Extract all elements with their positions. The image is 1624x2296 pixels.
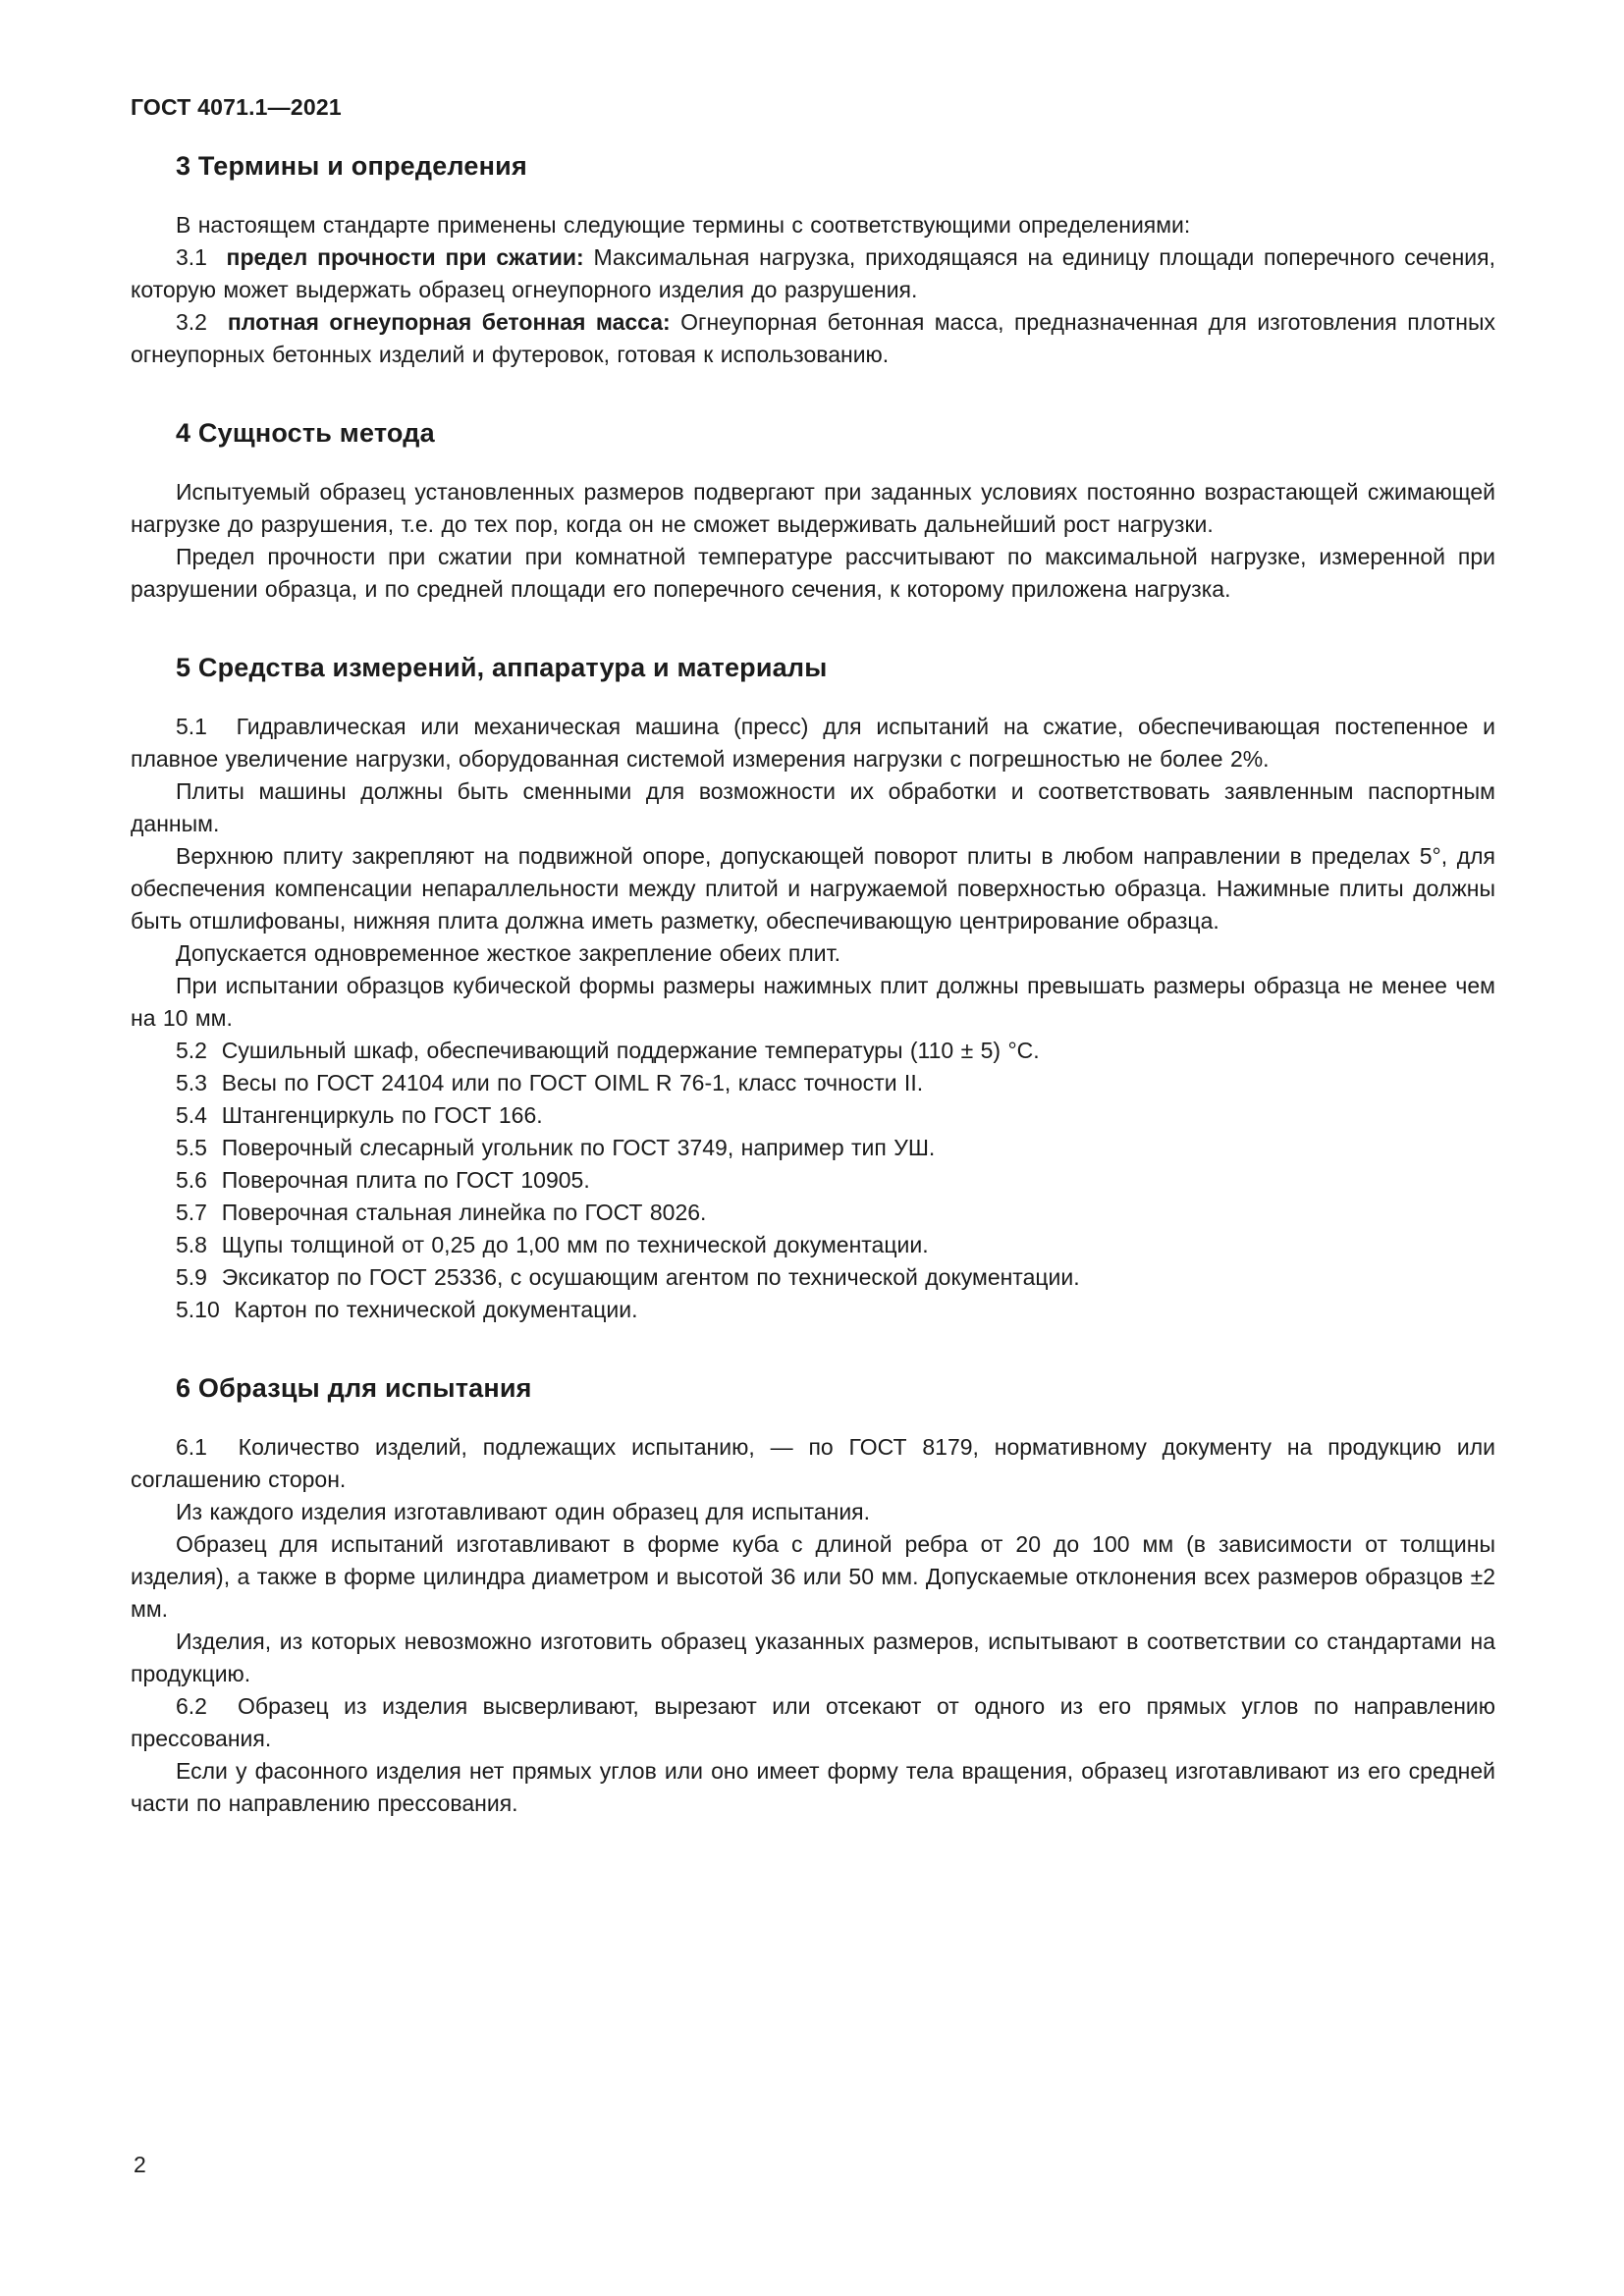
body-text: 5.4 Штангенциркуль по ГОСТ 166. bbox=[176, 1102, 543, 1128]
term-bold-text: предел прочности при сжатии: bbox=[226, 244, 584, 270]
body-text: Из каждого изделия изготавливают один образец для испытания. bbox=[176, 1499, 871, 1524]
section-heading: 5 Средства измерений, аппаратура и материалы bbox=[176, 653, 828, 682]
paragraph bbox=[131, 1294, 1495, 1326]
body-text: 5.10 Картон по технической документации. bbox=[176, 1297, 638, 1322]
section-heading: 3 Термины и определения bbox=[176, 151, 527, 181]
paragraph bbox=[131, 1528, 1495, 1626]
paragraph bbox=[131, 476, 1495, 541]
paragraph bbox=[131, 970, 1495, 1035]
paragraph bbox=[131, 1755, 1495, 1820]
document-header: ГОСТ 4071.1—2021 bbox=[131, 94, 342, 120]
term-bold-text: плотная огнеупорная бетонная масса: bbox=[227, 309, 671, 335]
paragraph bbox=[131, 1164, 1495, 1197]
body-text: Допускается одновременное жесткое закрепление обеих плит. bbox=[176, 940, 841, 966]
body-text: Испытуемый образец установленных размеров подвергают при заданных условиях постоянно возрастающей сжимающей нагрузке до разрушения, т.е. до тех пор, когда он не сможет выдерживать дальнейший рост нагрузки. bbox=[131, 479, 1495, 537]
paragraph bbox=[131, 1626, 1495, 1690]
body-text: Верхнюю плиту закрепляют на подвижной опоре, допускающей поворот плиты в любом направлении в пределах 5°, для обеспечения компенсации непараллельности между плитой и нагружаемой поверхностью образца. Нажимные плиты должны быть отшлифованы, нижняя плита должна иметь разметку, обеспечивающую центрирование образца. bbox=[131, 843, 1495, 934]
body-text: Огнеупорная бетонная масса, предназначенная для изготовления плотных огнеупорных бетонных изделий и футеровок, готовая к использованию. bbox=[131, 309, 1495, 367]
body-text: В настоящем стандарте применены следующие термины с соответствующими определениями: bbox=[176, 212, 1191, 238]
paragraph bbox=[131, 1099, 1495, 1132]
paragraph bbox=[131, 1132, 1495, 1164]
paragraph bbox=[131, 1229, 1495, 1261]
paragraph bbox=[131, 241, 1495, 306]
body-text: Если у фасонного изделия нет прямых углов или оно имеет форму тела вращения, образец изготавливают из его средней части по направлению прессования. bbox=[131, 1758, 1495, 1816]
body-text: 5.7 Поверочная стальная линейка по ГОСТ 8026. bbox=[176, 1200, 707, 1225]
body-text: Плиты машины должны быть сменными для возможности их обработки и соответствовать заявленным паспортным данным. bbox=[131, 778, 1495, 836]
body-text: 3.1 bbox=[176, 244, 227, 270]
body-text: Изделия, из которых невозможно изготовить образец указанных размеров, испытывают в соответствии со стандартами на продукцию. bbox=[131, 1629, 1495, 1686]
body-text: При испытании образцов кубической формы размеры нажимных плит должны превышать размеры образца не менее чем на 10 мм. bbox=[131, 973, 1495, 1031]
body-text: 5.6 Поверочная плита по ГОСТ 10905. bbox=[176, 1167, 590, 1193]
body-text: 6.1 Количество изделий, подлежащих испытанию, — по ГОСТ 8179, нормативному документу на продукцию или соглашению сторон. bbox=[131, 1434, 1495, 1492]
section-heading: 4 Сущность метода bbox=[176, 418, 435, 448]
paragraph bbox=[131, 306, 1495, 371]
paragraph bbox=[131, 1690, 1495, 1755]
paragraph bbox=[131, 1197, 1495, 1229]
body-text: 6.2 Образец из изделия высверливают, вырезают или отсекают от одного из его прямых углов по направлению прессования. bbox=[131, 1693, 1495, 1751]
body-text: 5.2 Сушильный шкаф, обеспечивающий поддержание температуры (110 ± 5) °С. bbox=[176, 1038, 1040, 1063]
paragraph bbox=[131, 1496, 1495, 1528]
paragraph bbox=[131, 840, 1495, 937]
paragraph bbox=[131, 541, 1495, 606]
body-text: 5.1 Гидравлическая или механическая машина (пресс) для испытаний на сжатие, обеспечивающая постепенное и плавное увеличение нагрузки, оборудованная системой измерения нагрузки с погрешностью не более 2%. bbox=[131, 714, 1495, 772]
paragraph bbox=[131, 1431, 1495, 1496]
body-text: 3.2 bbox=[176, 309, 228, 335]
page-number: 2 bbox=[134, 2152, 146, 2177]
body-text: 5.5 Поверочный слесарный угольник по ГОСТ 3749, например тип УШ. bbox=[176, 1135, 936, 1160]
paragraph bbox=[131, 937, 1495, 970]
body-text: Предел прочности при сжатии при комнатной температуре рассчитывают по максимальной нагрузке, измеренной при разрушении образца, и по средней площади его поперечного сечения, к которому приложена нагрузка. bbox=[131, 544, 1495, 602]
paragraph bbox=[131, 1261, 1495, 1294]
body-text: 5.8 Щупы толщиной от 0,25 до 1,00 мм по технической документации. bbox=[176, 1232, 929, 1257]
paragraph bbox=[131, 1067, 1495, 1099]
body-text: 5.3 Весы по ГОСТ 24104 или по ГОСТ OIML R 76-1, класс точности II. bbox=[176, 1070, 924, 1095]
body-text: Образец для испытаний изготавливают в форме куба с длиной ребра от 20 до 100 мм (в зависимости от толщины изделия), а также в форме цилиндра диаметром и высотой 36 или 50 мм. Допускаемые отклонения всех размеров образцов ±2 мм. bbox=[131, 1531, 1495, 1622]
body-text: Максимальная нагрузка, приходящаяся на единицу площади поперечного сечения, которую может выдержать образец огнеупорного изделия до разрушения. bbox=[131, 244, 1495, 302]
section-heading: 6 Образцы для испытания bbox=[176, 1373, 532, 1403]
paragraph bbox=[131, 711, 1495, 775]
document-body bbox=[131, 145, 1495, 1820]
paragraph bbox=[131, 1035, 1495, 1067]
body-text: 5.9 Эксикатор по ГОСТ 25336, с осушающим агентом по технической документации. bbox=[176, 1264, 1080, 1290]
paragraph bbox=[131, 775, 1495, 840]
paragraph bbox=[131, 209, 1495, 241]
